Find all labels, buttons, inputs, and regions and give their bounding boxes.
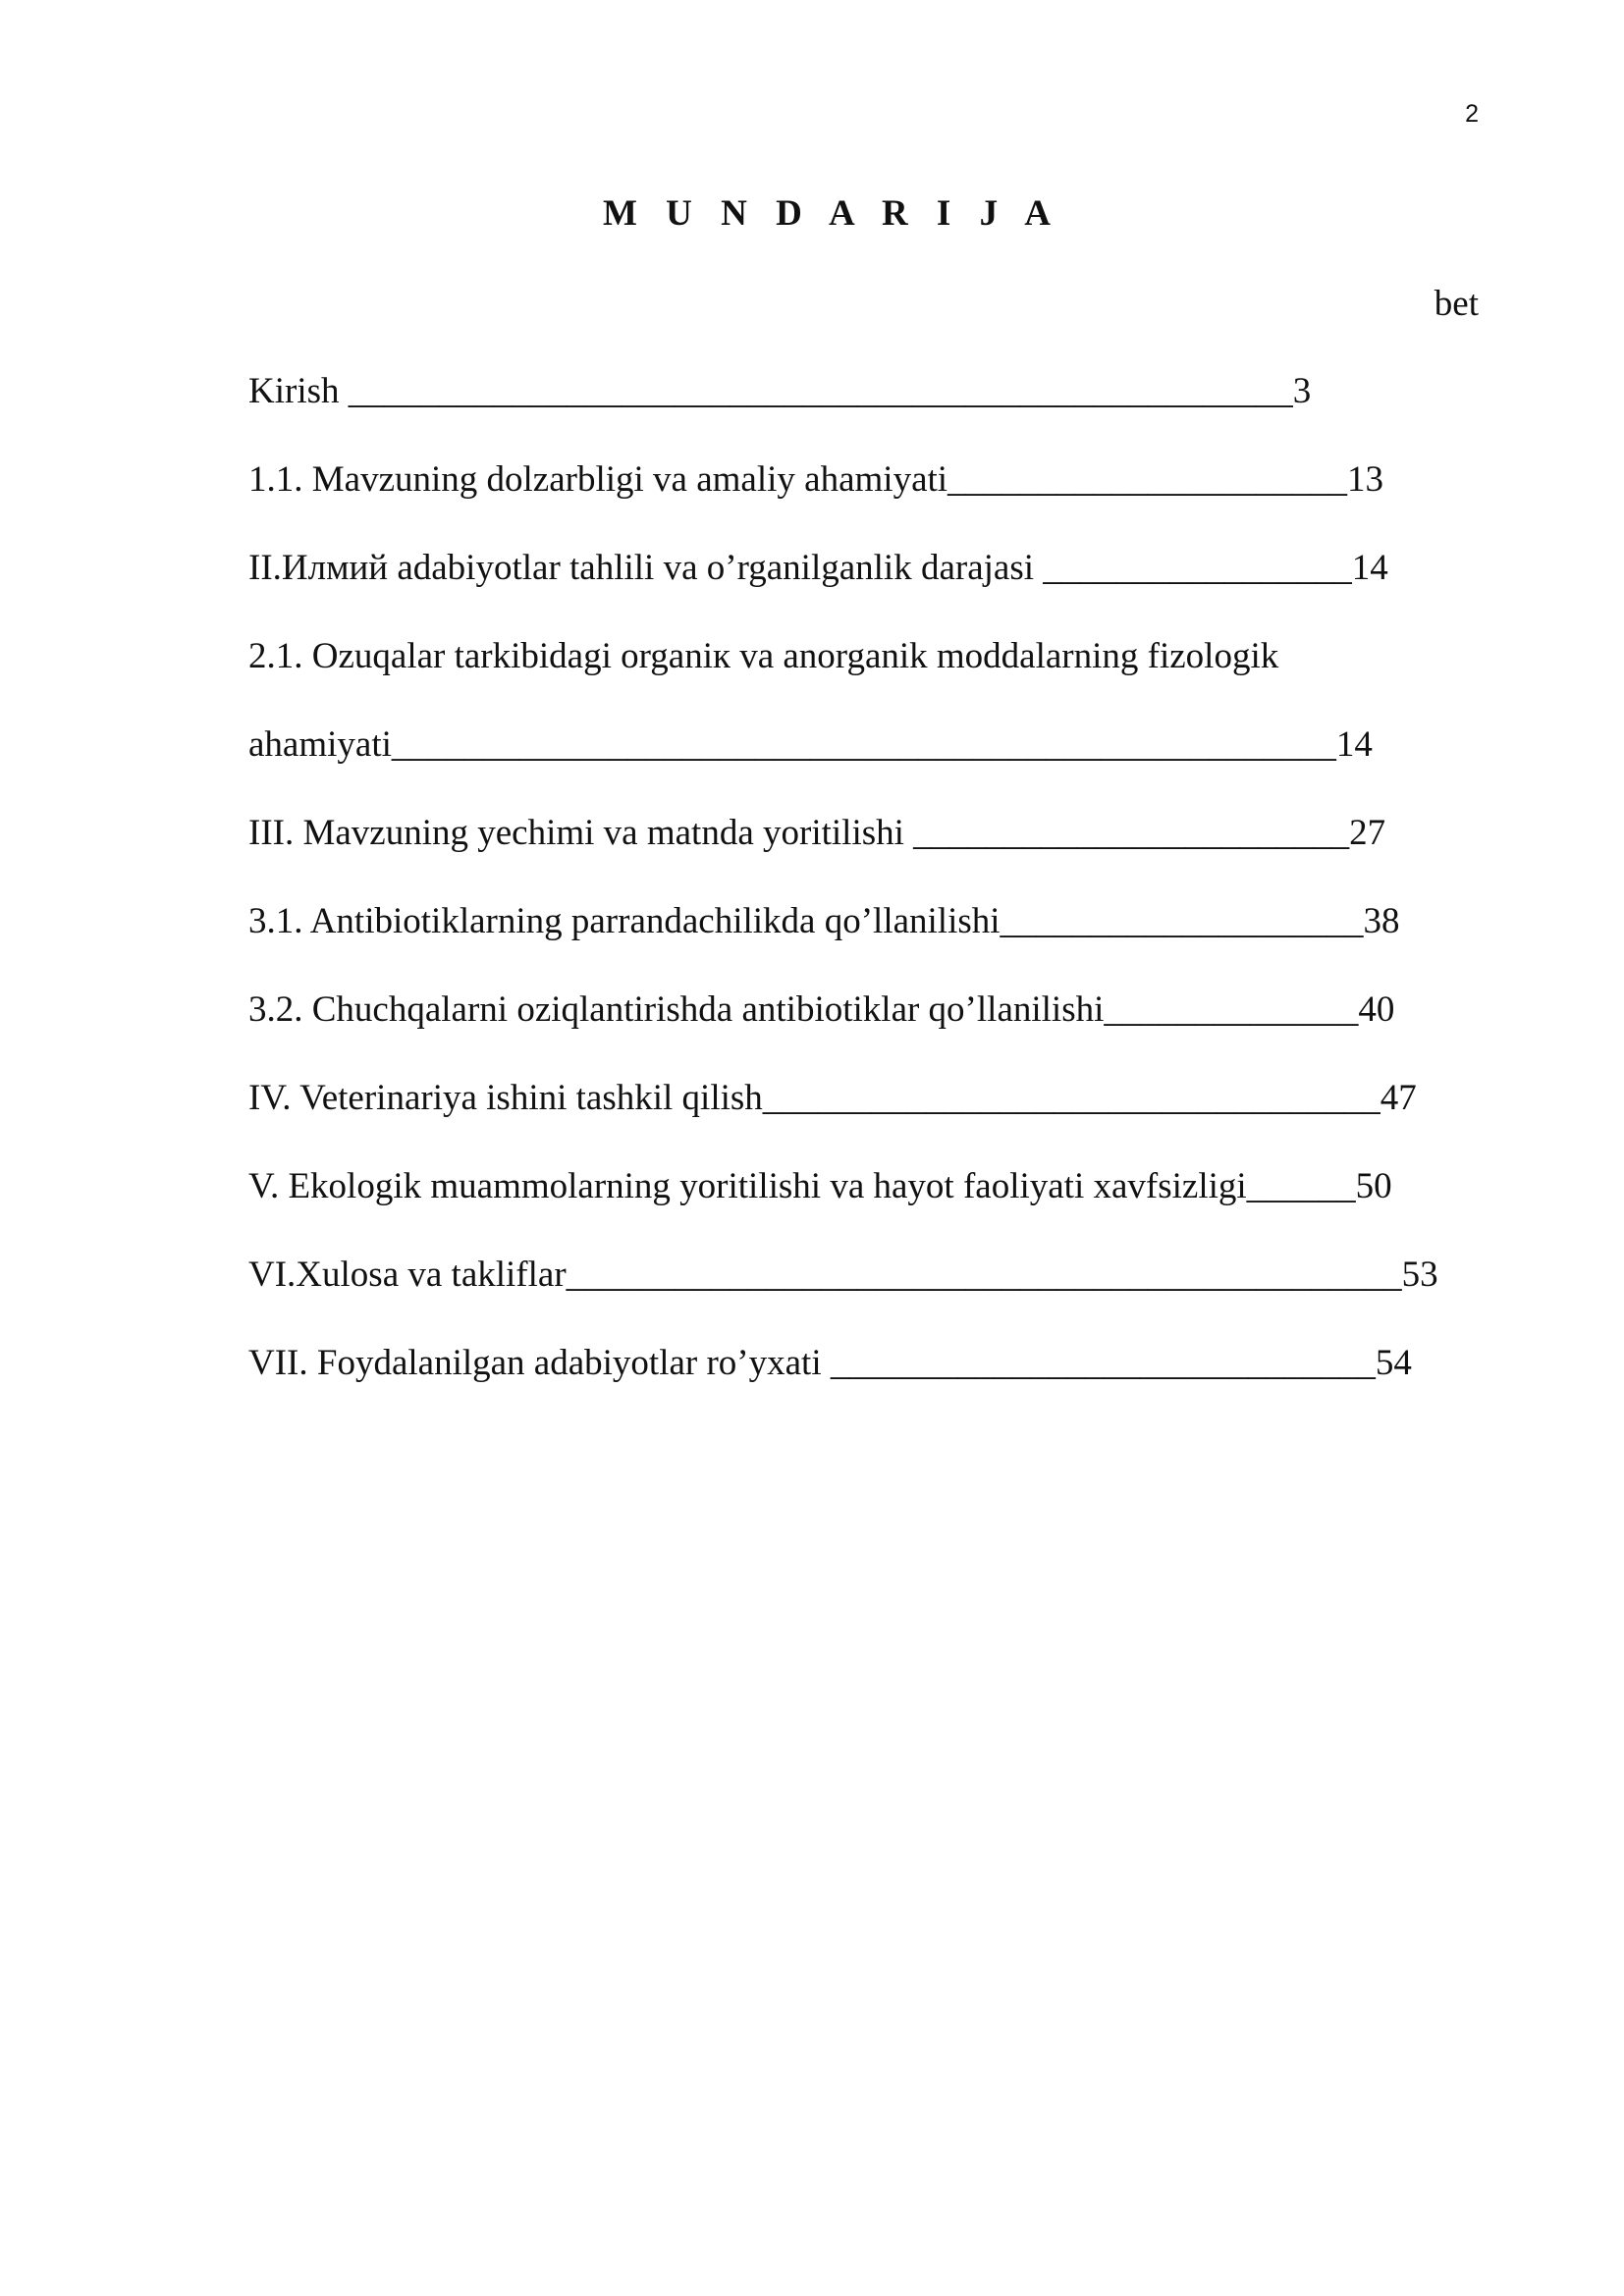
toc-entry-vii: VII. Foydalanilgan adabiyotlar ro’yxati ______________________________54 (248, 1343, 1412, 1383)
toc-entry-3-2: 3.2. Chuchqalarni oziqlantirishda antibiotiklar qo’llanilishi______________40 (248, 989, 1395, 1030)
toc-entry-2-1-line2: ahamiyati____________________________________________________14 (248, 724, 1373, 765)
page-title: M U N D A R I J A (602, 193, 1061, 234)
toc-entry-vi: VI.Xulosa va takliflar______________________________________________53 (248, 1255, 1438, 1295)
toc-entry-2-1-line1: 2.1. Ozuqalar tarkibidagi organiк va anorganik moddalarning fizologik (248, 636, 1279, 676)
toc-entry-kirish: Kirish ____________________________________________________3 (248, 371, 1312, 411)
toc-entry-3-1: 3.1. Antibiotiklarning parrandachilikda qo’llanilishi____________________38 (248, 901, 1400, 941)
toc-entry-v: V. Ekologik muammolarning yoritilishi va hayot faoliyati xavfsizligi______50 (248, 1166, 1392, 1206)
toc-entry-iv: IV. Veterinariya ishini tashkil qilish__________________________________47 (248, 1078, 1417, 1118)
page-column-label: bet (1434, 284, 1479, 324)
toc-entry-ii: II.Илмий adabiyotlar tahlili va o’rganilganlik darajasi _________________14 (248, 548, 1388, 588)
table-of-contents (248, 367, 1476, 1427)
toc-entry-iii: III. Mavzuning yechimi va matnda yoritilishi ________________________27 (248, 813, 1386, 853)
toc-entry-1-1: 1.1. Mavzuning dolzarbligi va amaliy ahamiyati______________________13 (248, 459, 1384, 500)
page-number: 2 (1465, 100, 1479, 128)
